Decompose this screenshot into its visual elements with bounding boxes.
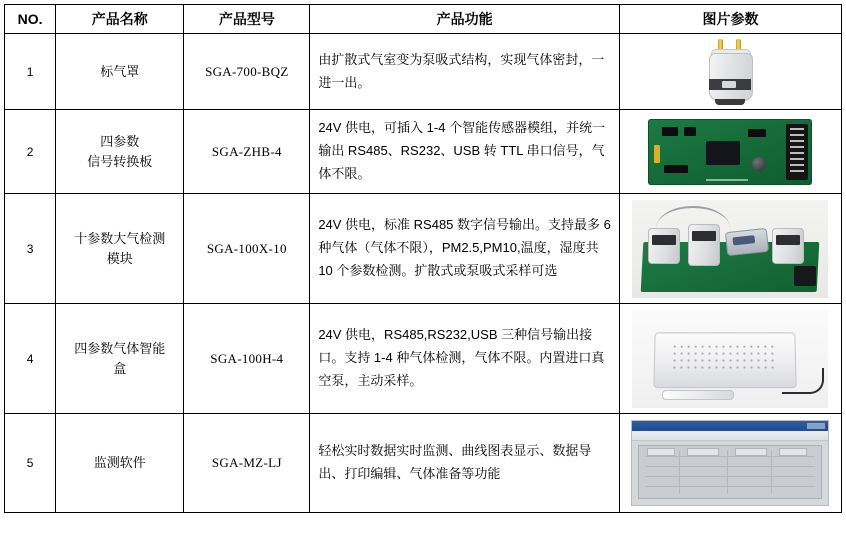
pcb-board-photo (628, 114, 833, 189)
column-header-image-parameter: 图片参数 (619, 5, 841, 34)
circuit-board-icon (648, 119, 812, 185)
row-product-model: SGA-100X-10 (184, 194, 310, 304)
row-product-function: 24V 供电，可插入 1-4 个智能传感器模组，并统一输出 RS485、RS232、USB 转 TTL 串口信号，气体不限。 (310, 110, 620, 194)
row-product-model: SGA-MZ-LJ (184, 414, 310, 513)
table-row (5, 110, 842, 194)
gas-instrument-box-icon (632, 310, 828, 408)
column-header-product-model: 产品型号 (184, 5, 310, 34)
row-no: 1 (5, 34, 56, 110)
row-product-model: SGA-ZHB-4 (184, 110, 310, 194)
row-no: 4 (5, 304, 56, 414)
table-row (5, 304, 842, 414)
row-product-function: 24V 供电，RS485,RS232,USB 三种信号输出接口。支持 1-4 种气体检测，气体不限。内置进口真空泵，主动采样。 (310, 304, 620, 414)
row-product-function: 24V 供电，标准 RS485 数字信号输出。支持最多 6 种气体（气体不限），PM2.5,PM10,温度，湿度共 10 个参数检测。扩散式或泵吸式采样可选 (310, 194, 620, 304)
multi-sensor-module-photo (628, 198, 833, 299)
table-row (5, 34, 842, 110)
product-specification-table (4, 4, 842, 513)
row-no: 5 (5, 414, 56, 513)
product-name-line1: 四参数气体智能 (74, 341, 166, 356)
row-no: 2 (5, 110, 56, 194)
product-name-line2: 盒 (113, 360, 127, 376)
table-row (5, 414, 842, 513)
row-product-function: 由扩散式气室变为泵吸式结构，实现气体密封，一进一出。 (310, 34, 620, 110)
row-product-name: 监测软件 (56, 414, 184, 513)
column-header-product-name: 产品名称 (56, 5, 184, 34)
column-header-no: NO. (5, 5, 56, 34)
table-row (5, 194, 842, 304)
row-product-image (619, 304, 841, 414)
row-product-model: SGA-100H-4 (184, 304, 310, 414)
row-product-name (56, 110, 184, 194)
sensor-module-icon (632, 200, 828, 298)
row-product-name (56, 304, 184, 414)
instrument-box-photo (628, 308, 833, 409)
table-header-row (5, 5, 842, 34)
row-product-name: 标气罩 (56, 34, 184, 110)
row-product-image (619, 194, 841, 304)
product-name-line2: 信号转换板 (87, 153, 153, 169)
row-product-image (619, 110, 841, 194)
row-product-model: SGA-700-BQZ (184, 34, 310, 110)
gas-hood-photo (628, 38, 833, 105)
row-product-function: 轻松实时数据实时监测、曲线图表显示、数据导出、打印编辑、气体准备等功能 (310, 414, 620, 513)
product-name-line1: 四参数 (100, 134, 140, 149)
row-no: 3 (5, 194, 56, 304)
column-header-product-function: 产品功能 (310, 5, 620, 34)
product-name-line1: 十参数大气检测 (74, 231, 166, 246)
software-window-icon (631, 420, 829, 506)
gas-hood-icon (701, 39, 759, 105)
product-name-line2: 模块 (106, 250, 133, 266)
monitoring-software-screenshot (624, 420, 837, 506)
row-product-image (619, 414, 841, 513)
row-product-image (619, 34, 841, 110)
row-product-name (56, 194, 184, 304)
